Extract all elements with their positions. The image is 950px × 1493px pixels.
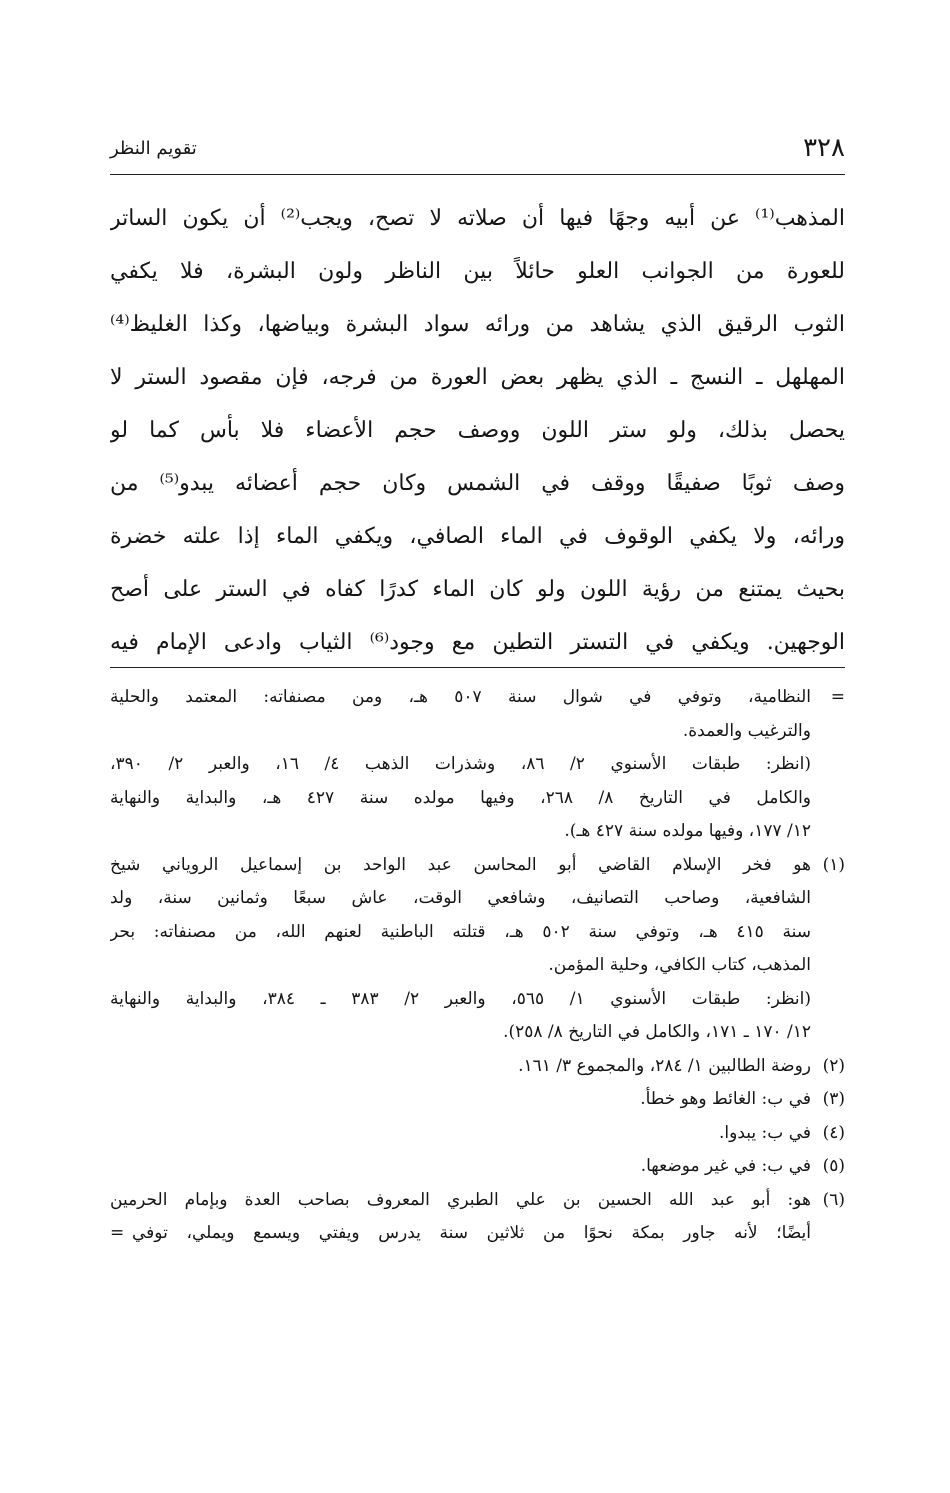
text-line: المذهب⁽¹⁾ عن أبيه وجهًا فيها أن صلاته لا تصح، ويجب⁽²⁾ أن يكون الساتر xyxy=(110,206,845,231)
footnotes xyxy=(110,681,845,1251)
footnote-text: والكامل في التاريخ ٨/ ٢٦٨، وفيها مولده سنة ٤٢٧ هـ، والبداية والنهاية xyxy=(110,787,811,808)
footnote-line xyxy=(110,882,845,916)
footnote-line xyxy=(110,1050,845,1084)
footnote-text: هو فخر الإسلام القاضي أبو المحاسن عبد الواحد بن إسماعيل الروياني شيخ xyxy=(110,854,811,875)
footnote-line xyxy=(110,1016,845,1050)
page-number: ٣٢٨ xyxy=(803,133,845,163)
footnote-text: في ب: في غير موضعها. xyxy=(640,1156,811,1176)
text-line: يحصل بذلك، ولو ستر اللون ووصف حجم الأعضاء فلا بأس كما لو xyxy=(110,418,845,443)
footnote-text: هو: أبو عبد الله الحسين بن علي الطبري المعروف بصاحب العدة وبإمام الحرمين xyxy=(110,1189,811,1210)
footnote-marker: (٢) xyxy=(822,1055,845,1076)
footnote-line xyxy=(110,1217,845,1251)
footnote-line xyxy=(110,1117,845,1151)
footnote-marker: = xyxy=(830,687,845,707)
running-title: تقويم النظر xyxy=(110,137,197,159)
footnote-line xyxy=(110,715,845,749)
footnote-line xyxy=(110,815,845,849)
text-line: للعورة من الجوانب العلو حائلاً بين الناظر ولون البشرة، فلا يكفي xyxy=(110,259,845,284)
footnote-text: ١٢/ ١٧٠ ـ ١٧١، والكامل في التاريخ ٨/ ٢٥٨). xyxy=(503,1022,811,1042)
footnote-line xyxy=(110,748,845,782)
footnote-text: (انظر: طبقات الأسنوي ١/ ٥٦٥، والعبر ٢/ ٣٨٣ ـ ٣٨٤، والبداية والنهاية xyxy=(110,988,811,1009)
footnote-text: أيضًا؛ لأنه جاور بمكة نحوًا من ثلاثين سنة يدرس ويفتي ويسمع ويملي، توفي xyxy=(132,1223,811,1243)
footnote-line xyxy=(110,681,845,715)
footnote-text: في ب: يبدوا. xyxy=(719,1122,811,1143)
footnote-marker: (٥) xyxy=(822,1156,845,1176)
footnote-text: في ب: الغائط وهو خطأ. xyxy=(640,1089,811,1109)
footnote-line xyxy=(110,949,845,983)
header-divider xyxy=(110,174,845,175)
main-text xyxy=(110,192,845,669)
footnote-text: النظامية، وتوفي في شوال سنة ٥٠٧ هـ، ومن مصنفاته: المعتمد والحلية xyxy=(110,687,812,707)
text-line: بحيث يمتنع من رؤية اللون ولو كان الماء كدرًا كفاه في الستر على أصح xyxy=(110,577,845,602)
footnote-line xyxy=(110,782,845,816)
footnote-text: والترغيب والعمدة. xyxy=(682,720,811,741)
footnote-text: ١٢/ ١٧٧، وفيها مولده سنة ٤٢٧ هـ). xyxy=(564,821,811,841)
footnote-text: الشافعية، وصاحب التصانيف، وشافعي الوقت، عاش سبعًا وثمانين سنة، ولد xyxy=(110,888,811,908)
footnote-marker: (١) xyxy=(822,854,845,875)
footnote-marker: (٦) xyxy=(822,1189,845,1210)
continuation-marker: = xyxy=(110,1223,125,1243)
footnote-line xyxy=(110,1150,845,1184)
page-header xyxy=(110,128,845,168)
text-line: وصف ثوبًا صفيقًا ووقف في الشمس وكان حجم أعضائه يبدو⁽⁵⁾ من xyxy=(110,471,845,496)
text-line: الثوب الرقيق الذي يشاهد من ورائه سواد البشرة وبياضها، وكذا الغليظ⁽⁴⁾ xyxy=(110,312,845,337)
footnote-divider xyxy=(110,667,845,668)
footnote-line xyxy=(110,1083,845,1117)
footnote-text: سنة ٤١٥ هـ، وتوفي سنة ٥٠٢ هـ، قتلته الباطنية لعنهم الله، من مصنفاته: بحر xyxy=(110,921,811,942)
footnote-line xyxy=(110,983,845,1017)
footnote-line xyxy=(110,849,845,883)
footnote-text: (انظر: طبقات الأسنوي ٢/ ٨٦، وشذرات الذهب ٤/ ١٦، والعبر ٢/ ٣٩٠، xyxy=(110,754,811,774)
text-line: الوجهين. ويكفي في التستر التطين مع وجود⁽⁶⁾ الثياب وادعى الإمام فيه xyxy=(110,630,845,655)
footnote-text: روضة الطالبين ١/ ٢٨٤، والمجموع ٣/ ١٦١. xyxy=(518,1055,811,1076)
footnote-text: المذهب، كتاب الكافي، وحلية المؤمن. xyxy=(548,955,811,975)
footnote-line xyxy=(110,916,845,950)
text-line: ورائه، ولا يكفي الوقوف في الماء الصافي، ويكفي الماء إذا علته خضرة xyxy=(110,524,845,549)
footnote-marker: (٤) xyxy=(822,1122,845,1143)
text-line: المهلهل ـ النسج ـ الذي يظهر بعض العورة من فرجه، فإن مقصود الستر لا xyxy=(110,365,845,390)
footnote-line xyxy=(110,1184,845,1218)
footnote-marker: (٣) xyxy=(822,1089,845,1109)
